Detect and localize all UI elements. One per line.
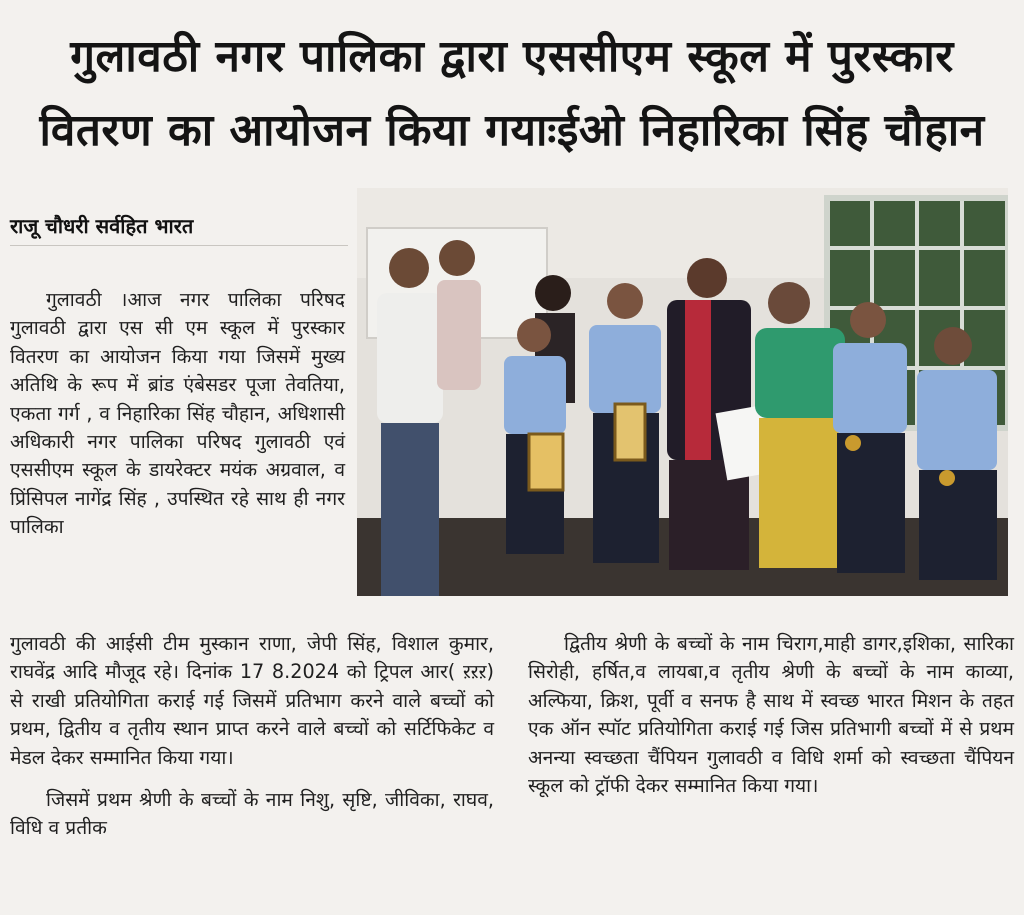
headline-line-2: वितरण का आयोजन किया गयाःईओ निहारिका सिंह चौहान: [39, 105, 985, 156]
byline: राजू चौधरी सर्वहित भारत: [10, 212, 348, 246]
headline-line-1: गुलावठी नगर पालिका द्वारा एससीएम स्कूल में पुरस्कार: [70, 31, 954, 82]
article-para-2: जिसमें प्रथम श्रेणी के बच्चों के नाम निशु, सृष्टि, जीविका, राघव, विधि व प्रतीक: [10, 788, 494, 840]
article-col-left: [10, 630, 494, 857]
article-para-1-bottom: गुलावठी की आईसी टीम मुस्कान राणा, जेपी सिंह, विशाल कुमार, राघवेंद्र आदि मौजूद रहे। दिनांक 17 8.2024 को ट्रिपल आर( ऱऱऱ) से राखी प्रतियोगिता कराई गई जिसमें प्रतिभाग करने वाले बच्चों को प्रथम, द्वितीय व तृतीय स्थान प्राप्त करने वाले बच्चों को सर्टिफिकेट व मेडल देकर सम्मानित किया गया।: [10, 632, 494, 769]
top-strip: [0, 0, 1024, 8]
article-para-1-top: गुलावठी ।आज नगर पालिका परिषद गुलावठी द्वारा एस सी एम स्कूल में पुरस्कार वितरण का आयोजन किया गया जिसमें मुख्य अतिथि के रूप में ब्रांड एंबेसडर पूजा तेवतिया, एकता गर्ग , व निहारिका सिंह चौहान, अधिशासी अधिकारी नगर पालिका परिषद गुलावठी एवं एससीएम स्कूल के डायरेक्टर मयंक अग्रवाल, व प्रिंसिपल नागेंद्र सिंह , उपस्थित रहे साथ ही नगर पालिका: [10, 288, 345, 539]
headline: [0, 20, 1024, 168]
news-photo: [357, 188, 1008, 596]
article-para-3: द्वितीय श्रेणी के बच्चों के नाम चिराग,माही डागर,इशिका, सारिका सिरोही, हर्षित,व लायबा,व तृतीय श्रेणी के बच्चों के नाम काव्या, अल्फिया, क्रिश, पूर्वी व सनफ है साथ में स्वच्छ भारत मिशन के तहत एक ऑन स्पॉट प्रतियोगिता कराई गई जिस प्रतिभागी बच्चों में से प्रथम अनन्या स्वच्छता चैंपियन गुलावठी व विधि शर्मा को स्वच्छता चैंपियन स्कूल को ट्रॉफी देकर सम्मानित किया गया।: [528, 632, 1014, 798]
